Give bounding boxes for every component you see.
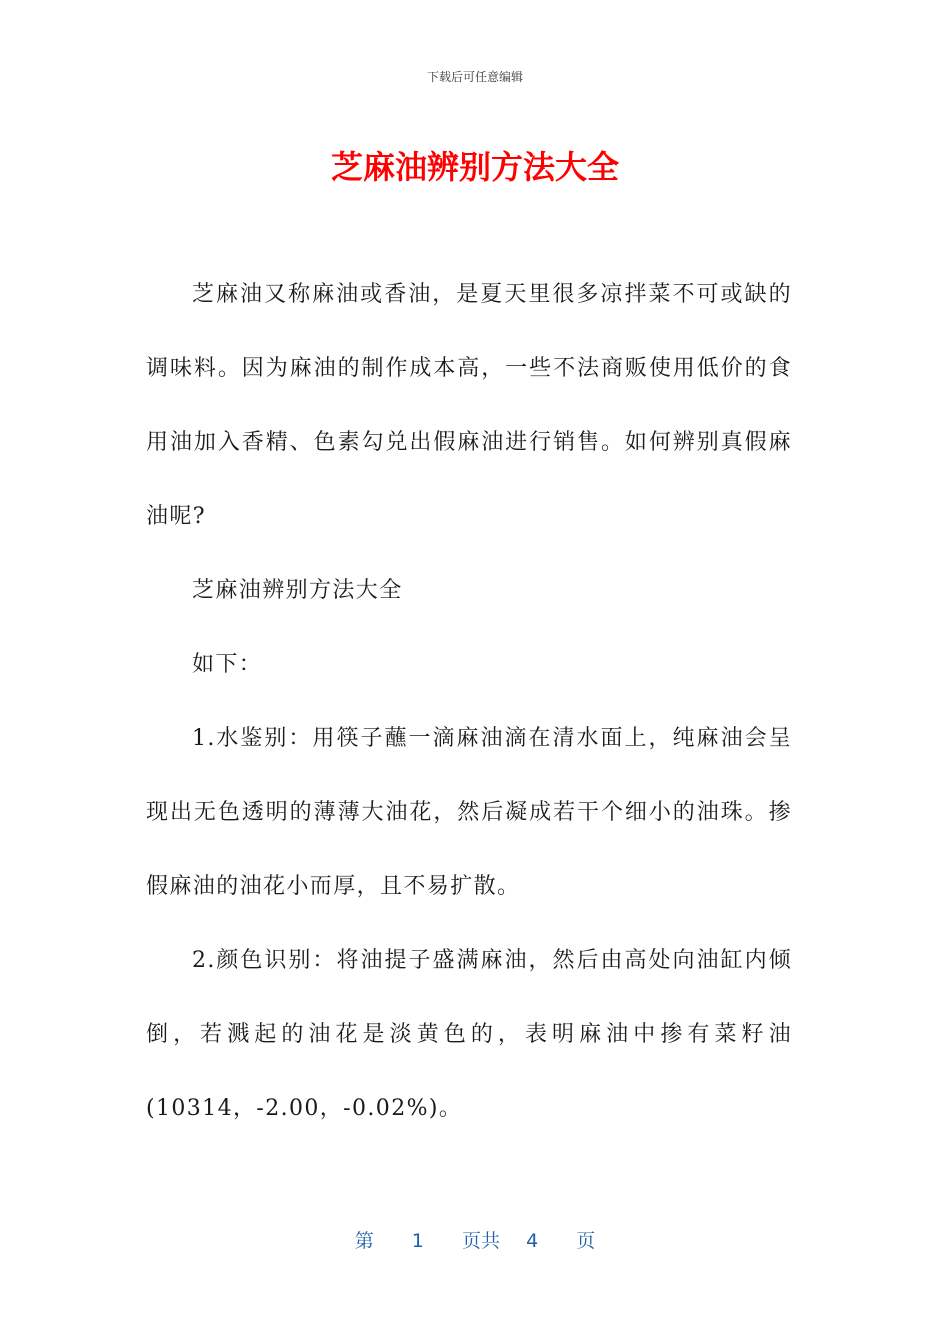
footer-current-page: 1 [411,1230,424,1252]
document-body [146,258,792,1146]
page-footer [0,1226,950,1253]
paragraph-intro: 芝麻油又称麻油或香油，是夏天里很多凉拌菜不可或缺的调味料。因为麻油的制作成本高，一些不法商贩使用低价的食用油加入香精、色素勾兑出假麻油进行销售。如何辨别真假麻油呢? [146,282,792,529]
paragraph-method-water: 1.水鉴别：用筷子蘸一滴麻油滴在清水面上，纯麻油会呈现出无色透明的薄薄大油花，然后凝成若干个细小的油珠。掺假麻油的油花小而厚，且不易扩散。 [146,726,792,899]
header-note: 下载后可任意编辑 [426,70,523,84]
paragraph-as-follows: 如下： [192,652,263,677]
footer-total-pages: 4 [526,1230,539,1252]
footer-middle: 页共 [461,1230,500,1252]
footer-suffix: 页 [576,1230,596,1252]
paragraph-subheading: 芝麻油辨别方法大全 [192,578,403,603]
paragraph-method-color: 2.颜色识别：将油提子盛满麻油，然后由高处向油缸内倾倒，若溅起的油花是淡黄色的，表明麻油中掺有菜籽油(10314，-2.00，-0.02%)。 [146,948,792,1121]
document-title: 芝麻油辨别方法大全 [330,148,619,186]
footer-prefix: 第 [354,1230,374,1252]
